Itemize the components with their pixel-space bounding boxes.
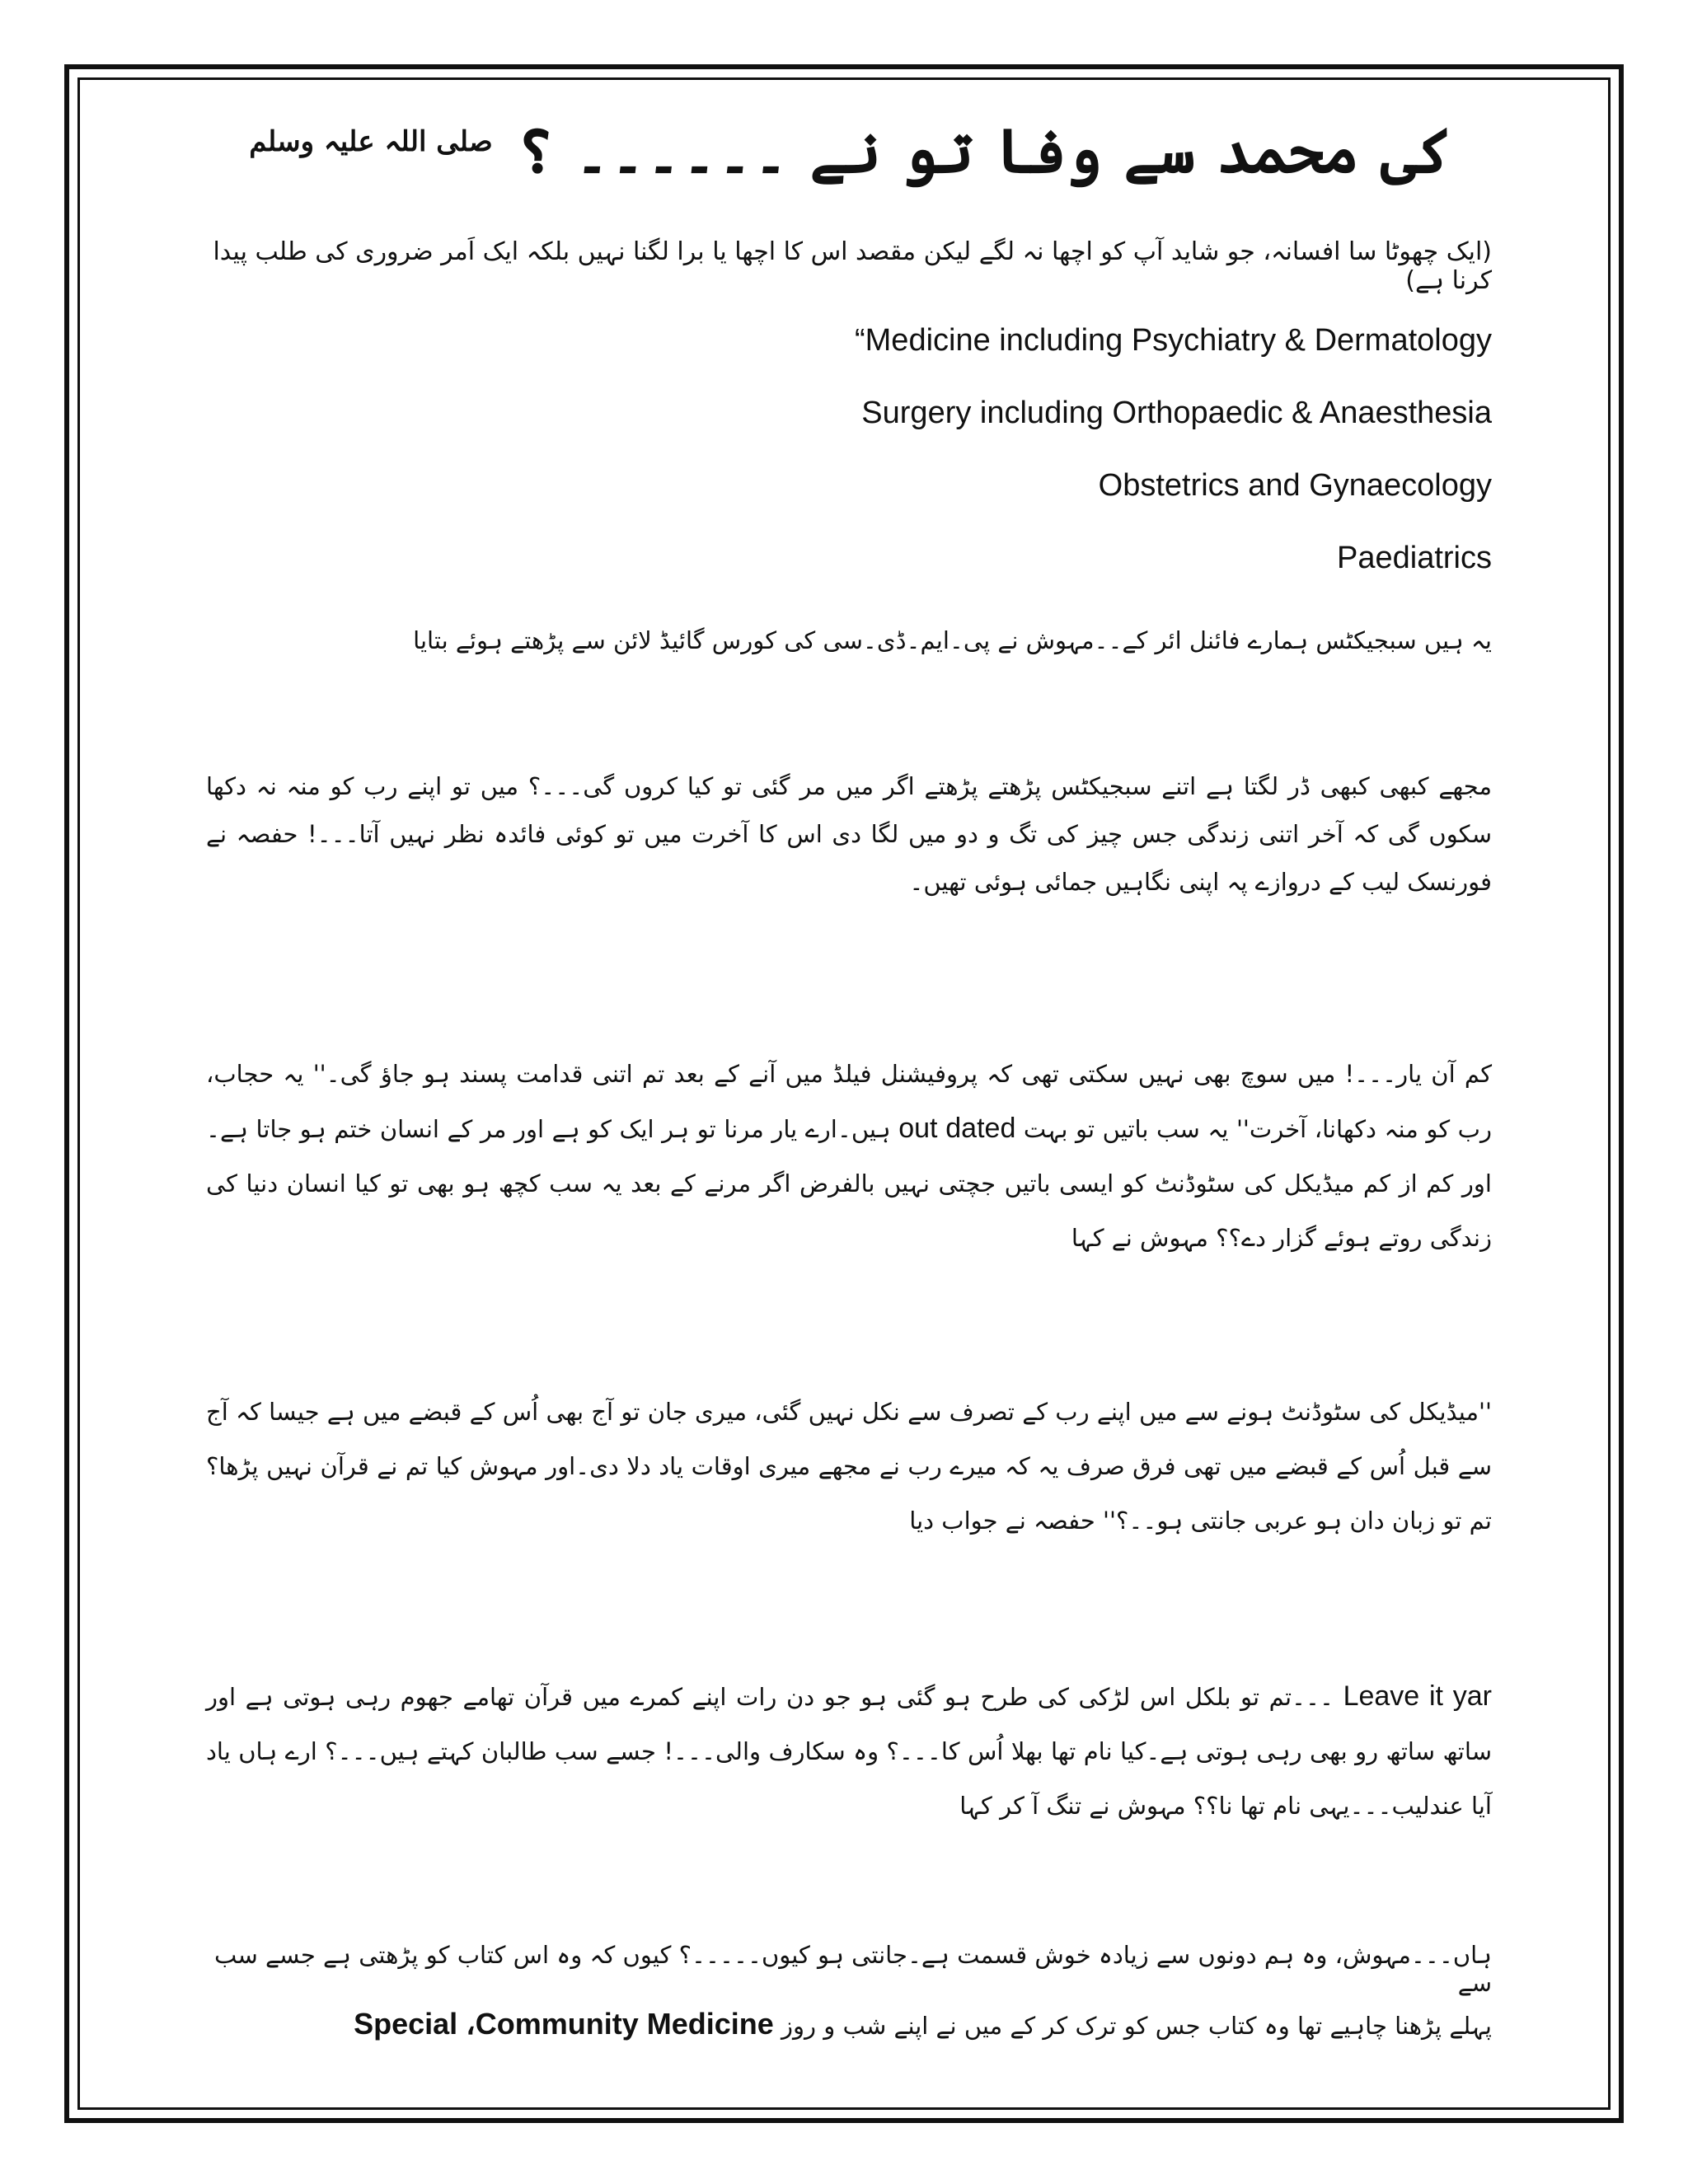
subject-medicine: “Medicine including Psychiatry & Dermatology (855, 323, 1492, 358)
page-title (206, 115, 1492, 189)
paragraph-mahwish-reply (206, 1047, 1492, 1265)
subject-surgery: Surgery including Orthopaedic & Anaesthesia (861, 396, 1492, 430)
p5-text: ۔۔۔تم تو بلکل اس لڑکی کی طرح ہو گئی ہو جو دن رات اپنے کمرے میں قرآن تھامے جھوم رہی ہوتی ہے اور ساتھ ساتھ رو بھی رہی ہوتی ہے۔کیا نام تھا بھلا اُس کا۔۔۔؟ وہ سکارف والی۔۔۔! جسے سب طالبان کہتے ہیں۔۔۔؟ ارے ہاں یاد آیا عندلیب۔۔۔یہی نام تھا نا؟؟ مہوش نے تنگ آ کر کہا (206, 1683, 1492, 1820)
p6-urdu-text: پہلے پڑھنا چاہیے تھا وہ کتاب جس کو ترک کر کے میں نے اپنے شب و روز (781, 2012, 1492, 2040)
paragraph-leave-it (206, 1669, 1492, 1833)
paragraph-course-guideline: یہ ہیں سبجیکٹس ہمارے فائنل ائر کے۔۔مہوش نے پی۔ایم۔ڈی۔سی کی کورس گائیڈ لائن سے پڑھتے ہوئے بتایا (413, 626, 1492, 654)
subject-obstetrics: Obstetrics and Gynaecology (1098, 468, 1492, 503)
paragraph-hafsa-fear: مجھے کبھی کبھی ڈر لگتا ہے اتنے سبجیکٹس پڑھتے پڑھتے اگر میں مر گئی تو کیا کروں گی۔۔۔؟ میں تو اپنے رب کو منہ نہ دکھا سکوں گی کہ آخر اتنی زندگی جس چیز کی تگ و دو میں لگا دی اس کا آخرت میں تو کوئی فائدہ نظر نہیں آتا۔۔۔! حفصہ نے فورنسک لیب کے دروازے پہ اپنی نگاہیں جمائی ہوئی تھیں۔ (206, 772, 1492, 896)
intro-note: (ایک چھوٹا سا افسانہ، جو شاید آپ کو اچھا نہ لگے لیکن مقصد اس کا اچھا یا برا لگنا نہیں بلکہ ایک اَمر ضروری کی طلب پیدا کرنا ہے) (213, 237, 1492, 296)
title-text: کی محمد سے وفا تو نے ۔۔۔۔۔۔ ؟ (517, 116, 1452, 187)
p5-english-phrase: Leave it yar (1343, 1680, 1493, 1712)
p6-english-subjects: Special ،Community Medicine (354, 2007, 774, 2041)
document-content (206, 99, 1492, 2085)
p3-english-term: out dated (898, 1113, 1016, 1144)
p3-text-after: ہیں۔ارے یار مرنا تو ہر ایک کو ہے اور مر کے انسان ختم ہو جاتا ہے۔اور کم از کم میڈیکل کی سٹوڈنٹ کو ایسی باتیں جچتی نہیں بالفرض اگر مرنے کے بعد یہ سب کچھ ہو بھی تو کیا انسان دنیا کی زندگی روتے ہوئے گزار دے؟؟ مہوش نے کہا (206, 1115, 1492, 1252)
title-salutation: صلی اللہ علیہ وسلم (249, 125, 493, 159)
paragraph-final-line2 (206, 2007, 1492, 2041)
p3-text-before: کم آن یار۔۔۔! میں سوچ بھی نہیں سکتی تھی کہ پروفیشنل فیلڈ میں آنے کے بعد تم اتنی قدامت پسند ہو جاؤ گی۔'' یہ حجاب، رب کو منہ دکھانا، آخرت'' یہ سب باتیں تو بہت (206, 1060, 1492, 1143)
subject-paediatrics: Paediatrics (1337, 541, 1492, 575)
paragraph-hafsa-answer: ''میڈیکل کی سٹوڈنٹ ہونے سے میں اپنے رب کے تصرف سے نکل نہیں گئی، میری جان تو آج بھی اُس کے قبضے میں ہے جیسا کہ آج سے قبل اُس کے قبضے میں تھی فرق صرف یہ کہ میرے رب نے مجھے میری اوقات یاد دلا دی۔اور مہوش کیا تم نے قرآن نہیں پڑھا؟ تم تو زبان دان ہو عربی جانتی ہو۔۔؟'' حفصہ نے جواب دیا (206, 1398, 1492, 1535)
paragraph-final-line1: ہاں۔۔۔مہوش، وہ ہم دونوں سے زیادہ خوش قسمت ہے۔جانتی ہو کیوں۔۔۔۔۔؟ کیوں کہ وہ اس کتاب کو پڑھتی ہے جسے سب سے (214, 1941, 1492, 1998)
